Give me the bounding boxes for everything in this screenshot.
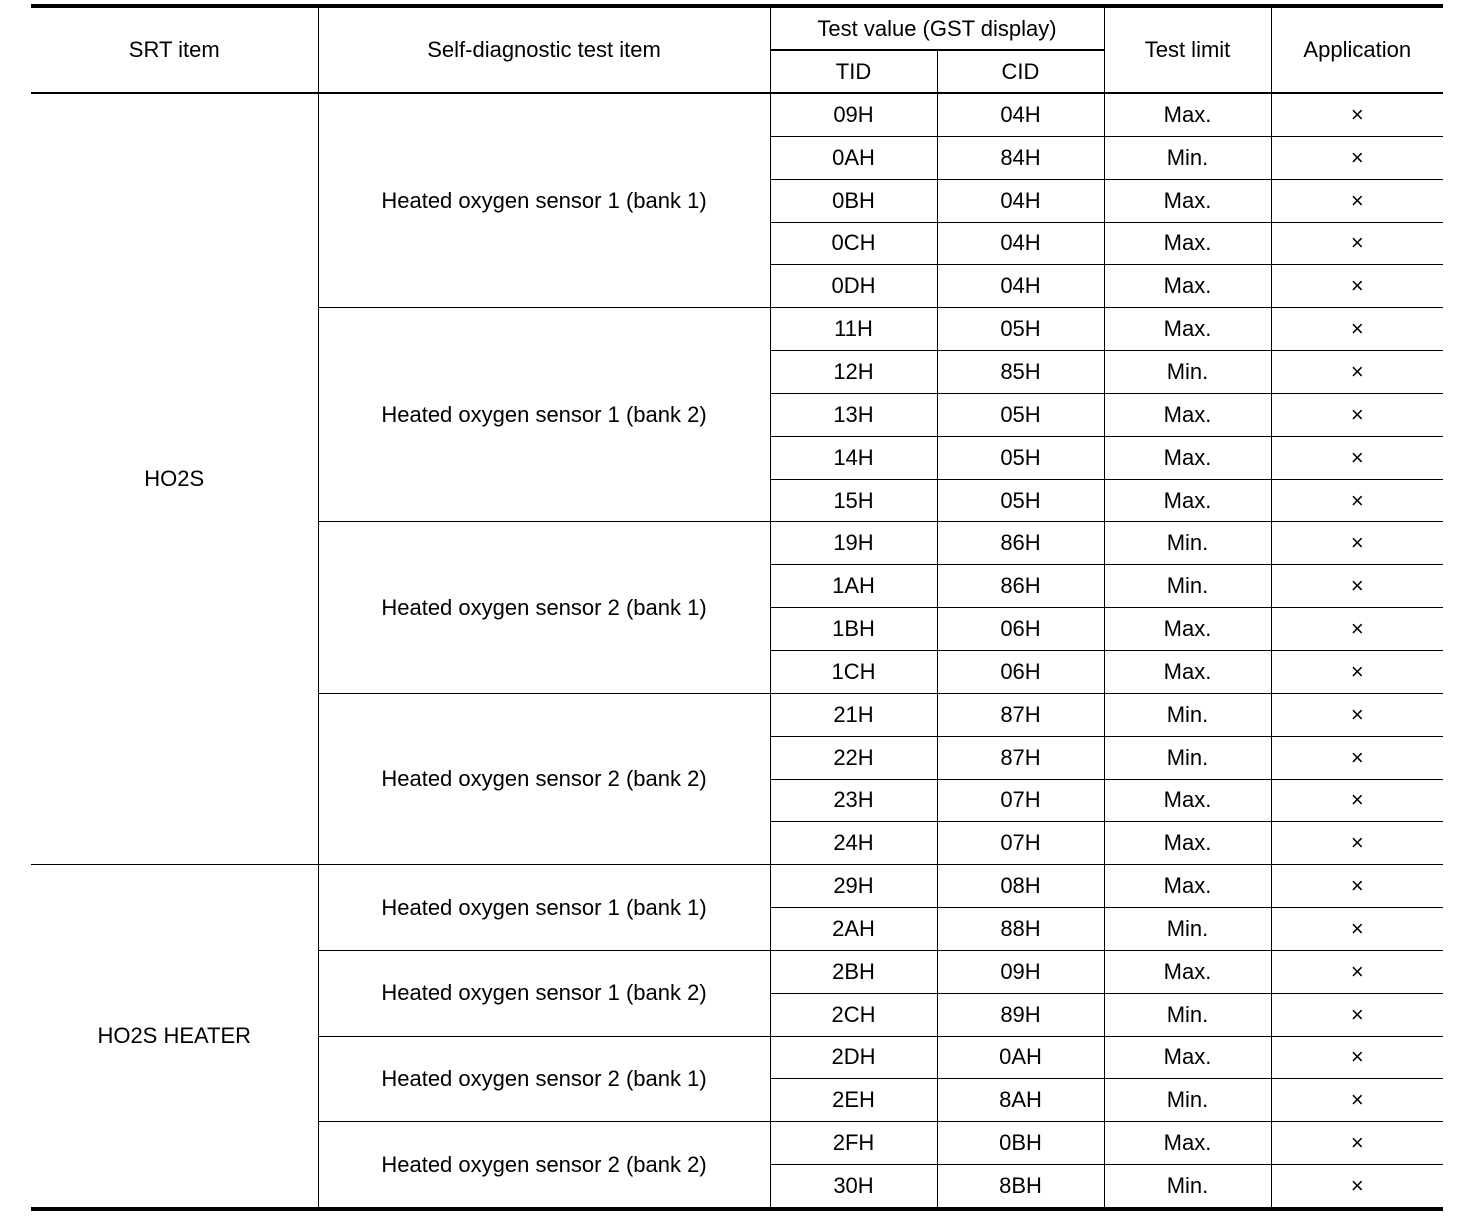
test-limit-cell: Max.	[1104, 436, 1271, 479]
test-item-cell: Heated oxygen sensor 1 (bank 2)	[318, 950, 770, 1036]
test-limit-cell: Min.	[1104, 993, 1271, 1036]
tid-cell: 22H	[770, 736, 937, 779]
application-cell: ×	[1271, 1036, 1443, 1079]
cid-cell: 0AH	[937, 1036, 1104, 1079]
tid-cell: 14H	[770, 436, 937, 479]
tid-cell: 13H	[770, 393, 937, 436]
cid-cell: 05H	[937, 393, 1104, 436]
application-cell: ×	[1271, 308, 1443, 351]
test-item-cell: Heated oxygen sensor 2 (bank 1)	[318, 1036, 770, 1122]
cid-cell: 06H	[937, 608, 1104, 651]
test-limit-cell: Max.	[1104, 1036, 1271, 1079]
test-limit-cell: Max.	[1104, 822, 1271, 865]
cid-cell: 04H	[937, 265, 1104, 308]
header-test-limit: Test limit	[1104, 6, 1271, 93]
tid-cell: 29H	[770, 865, 937, 908]
application-cell: ×	[1271, 779, 1443, 822]
test-limit-cell: Max.	[1104, 1122, 1271, 1165]
table-row	[31, 93, 1443, 136]
application-cell: ×	[1271, 393, 1443, 436]
application-cell: ×	[1271, 136, 1443, 179]
table-row	[31, 865, 1443, 908]
test-limit-cell: Max.	[1104, 865, 1271, 908]
header-cid: CID	[937, 50, 1104, 93]
test-limit-cell: Max.	[1104, 950, 1271, 993]
cid-cell: 07H	[937, 822, 1104, 865]
test-limit-cell: Max.	[1104, 93, 1271, 136]
tid-cell: 2FH	[770, 1122, 937, 1165]
tid-cell: 11H	[770, 308, 937, 351]
application-cell: ×	[1271, 993, 1443, 1036]
tid-cell: 2AH	[770, 908, 937, 951]
header-application: Application	[1271, 6, 1443, 93]
application-cell: ×	[1271, 608, 1443, 651]
application-cell: ×	[1271, 822, 1443, 865]
tid-cell: 24H	[770, 822, 937, 865]
tid-cell: 0BH	[770, 179, 937, 222]
application-cell: ×	[1271, 650, 1443, 693]
tid-cell: 2CH	[770, 993, 937, 1036]
test-item-cell: Heated oxygen sensor 2 (bank 2)	[318, 1122, 770, 1209]
srt-item-cell: HO2S	[31, 93, 318, 865]
test-limit-cell: Min.	[1104, 351, 1271, 394]
cid-cell: 85H	[937, 351, 1104, 394]
cid-cell: 04H	[937, 93, 1104, 136]
tid-cell: 19H	[770, 522, 937, 565]
cid-cell: 86H	[937, 565, 1104, 608]
application-cell: ×	[1271, 1165, 1443, 1209]
application-cell: ×	[1271, 351, 1443, 394]
cid-cell: 87H	[937, 693, 1104, 736]
test-limit-cell: Min.	[1104, 1079, 1271, 1122]
tid-cell: 2BH	[770, 950, 937, 993]
tid-cell: 0AH	[770, 136, 937, 179]
application-cell: ×	[1271, 436, 1443, 479]
test-limit-cell: Max.	[1104, 608, 1271, 651]
test-limit-cell: Min.	[1104, 136, 1271, 179]
table-header	[31, 6, 1443, 93]
tid-cell: 0CH	[770, 222, 937, 265]
cid-cell: 0BH	[937, 1122, 1104, 1165]
test-limit-cell: Max.	[1104, 393, 1271, 436]
tid-cell: 2DH	[770, 1036, 937, 1079]
tid-cell: 21H	[770, 693, 937, 736]
srt-table	[31, 4, 1443, 1211]
cid-cell: 04H	[937, 179, 1104, 222]
cid-cell: 05H	[937, 308, 1104, 351]
srt-item-cell: HO2S HEATER	[31, 865, 318, 1209]
application-cell: ×	[1271, 865, 1443, 908]
application-cell: ×	[1271, 265, 1443, 308]
application-cell: ×	[1271, 522, 1443, 565]
cid-cell: 87H	[937, 736, 1104, 779]
test-item-cell: Heated oxygen sensor 1 (bank 1)	[318, 93, 770, 308]
test-item-cell: Heated oxygen sensor 1 (bank 2)	[318, 308, 770, 522]
cid-cell: 06H	[937, 650, 1104, 693]
tid-cell: 09H	[770, 93, 937, 136]
tid-cell: 30H	[770, 1165, 937, 1209]
application-cell: ×	[1271, 93, 1443, 136]
tid-cell: 1CH	[770, 650, 937, 693]
test-limit-cell: Min.	[1104, 1165, 1271, 1209]
application-cell: ×	[1271, 179, 1443, 222]
cid-cell: 8AH	[937, 1079, 1104, 1122]
application-cell: ×	[1271, 479, 1443, 522]
test-item-cell: Heated oxygen sensor 2 (bank 1)	[318, 522, 770, 693]
test-limit-cell: Max.	[1104, 179, 1271, 222]
test-limit-cell: Max.	[1104, 779, 1271, 822]
application-cell: ×	[1271, 736, 1443, 779]
tid-cell: 1AH	[770, 565, 937, 608]
cid-cell: 05H	[937, 479, 1104, 522]
cid-cell: 07H	[937, 779, 1104, 822]
tid-cell: 12H	[770, 351, 937, 394]
test-item-cell: Heated oxygen sensor 1 (bank 1)	[318, 865, 770, 951]
header-test-item: Self-diagnostic test item	[318, 6, 770, 93]
test-limit-cell: Min.	[1104, 736, 1271, 779]
cid-cell: 04H	[937, 222, 1104, 265]
header-tid: TID	[770, 50, 937, 93]
test-limit-cell: Max.	[1104, 479, 1271, 522]
application-cell: ×	[1271, 1079, 1443, 1122]
cid-cell: 09H	[937, 950, 1104, 993]
tid-cell: 1BH	[770, 608, 937, 651]
application-cell: ×	[1271, 222, 1443, 265]
test-limit-cell: Max.	[1104, 222, 1271, 265]
test-limit-cell: Max.	[1104, 650, 1271, 693]
cid-cell: 88H	[937, 908, 1104, 951]
application-cell: ×	[1271, 908, 1443, 951]
srt-table-container	[31, 4, 1443, 1211]
application-cell: ×	[1271, 565, 1443, 608]
application-cell: ×	[1271, 693, 1443, 736]
test-limit-cell: Min.	[1104, 522, 1271, 565]
cid-cell: 8BH	[937, 1165, 1104, 1209]
cid-cell: 89H	[937, 993, 1104, 1036]
application-cell: ×	[1271, 950, 1443, 993]
cid-cell: 05H	[937, 436, 1104, 479]
test-limit-cell: Min.	[1104, 693, 1271, 736]
cid-cell: 84H	[937, 136, 1104, 179]
application-cell: ×	[1271, 1122, 1443, 1165]
tid-cell: 0DH	[770, 265, 937, 308]
test-limit-cell: Max.	[1104, 265, 1271, 308]
table-body	[31, 93, 1443, 1209]
cid-cell: 08H	[937, 865, 1104, 908]
tid-cell: 23H	[770, 779, 937, 822]
header-srt-item: SRT item	[31, 6, 318, 93]
cid-cell: 86H	[937, 522, 1104, 565]
header-test-value: Test value (GST display)	[770, 6, 1104, 50]
tid-cell: 15H	[770, 479, 937, 522]
test-limit-cell: Min.	[1104, 565, 1271, 608]
test-limit-cell: Min.	[1104, 908, 1271, 951]
tid-cell: 2EH	[770, 1079, 937, 1122]
test-item-cell: Heated oxygen sensor 2 (bank 2)	[318, 693, 770, 864]
test-limit-cell: Max.	[1104, 308, 1271, 351]
